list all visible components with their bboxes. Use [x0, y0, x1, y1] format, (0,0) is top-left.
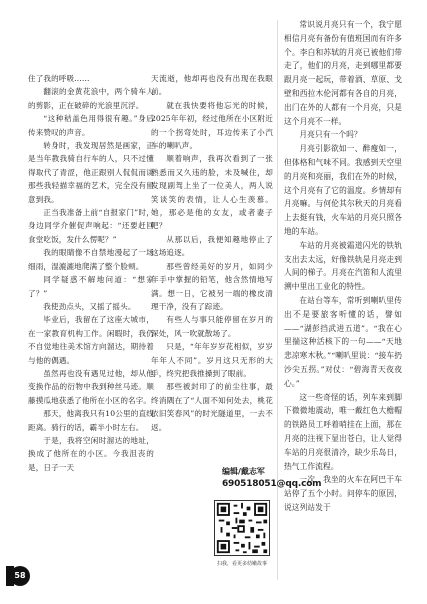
- col2-paragraph: 从那以后，我便知趣地停止了这场追逐。: [151, 234, 273, 258]
- column-divider: [277, 20, 278, 580]
- col2-paragraph: 那些曾经美好的岁月，如同少年手中掌握的铅笔，他含然情地写满。想一日，它被另一端的橡皮清理干净，没有了踪迹。: [151, 261, 273, 311]
- col2-paragraph: 天流逝，他却再也没有出现在我眼前。: [151, 74, 273, 97]
- col1-paragraph: 于是，我将空闲时溜达的地址，换成了他所在的小区。今我沮丧的是，日子一天: [28, 435, 154, 472]
- col1-paragraph: 住了我的呼吸……: [28, 74, 90, 83]
- col2-paragraph: 只是，“年年岁岁花相似，岁岁年年人不同”。岁月这只无形的大手，终究把我推搡到了眼前。: [151, 342, 273, 378]
- col1-paragraph: 我使劲点头，又摇了摇头。: [43, 301, 136, 311]
- editor-email[interactable]: 690518051@qq.com: [222, 479, 322, 489]
- col2-paragraph: 顺着响声，我再次看到了一张熟悉而又久违的脸，未及喊住，却发现副驾上坐了一位美人，两人说笑谈笑的表情，让人心生羡慕。她，那必是他的女友，或者妻子吧？: [151, 154, 273, 231]
- qr-code[interactable]: [214, 500, 270, 556]
- col2-paragraph: 有些人与事只能停留在岁月的深处，风一吹就散场了。: [151, 315, 273, 338]
- col1-paragraph: 转身时，我发现居然是画家，正是当年教我骑自行车的人，只不过懂得取代了青涩，他正跟别人侃侃而谈那些我轻描幸福的艺术，完全没有留意到我。: [28, 141, 154, 204]
- article-column-1: [28, 72, 154, 474]
- col3-paragraph: 常识说月亮只有一个，我宁愿相信月亮有备份有值班国而有许多个。李白和苏轼的月亮已被他们带走了，他们的月亮，走到哪里都要跟月亮一起玩，带着酒、草原、戈壁和西拉木伦河都有各自的月亮，出门在外的人都有一个月亮，只是这个月亮不一样。: [284, 20, 402, 126]
- col3-paragraph: 一次，我坐的火车在阿巴干车站停了五个小时。问停车的原因，说这列站发于: [284, 475, 402, 512]
- col3-paragraph: 月亮引影欲如一、醉瘦如一，但体格和气味不同。我感到天空里的月亮和亮丽，我们在外的时候，这个月亮有了它的温度。乡情却有月亮嘛。与何伦其尔秋天的月亮看上去挺有钱，火车站的月亮只照各地的车站。: [284, 144, 402, 236]
- editor-name: 编辑/戴志军: [222, 467, 265, 476]
- col1-paragraph: “这种秸盖色用得很有趣。”身后传来赞叹的声音。: [28, 114, 154, 137]
- col3-paragraph: 车站的月亮被霜道闪光的铁轨支出去太远，好像铁轨是月亮走到人间的梯子。月亮在汽笛和人流里溯中里出工业化的特性。: [284, 240, 402, 292]
- col1-paragraph: 虽然再也没有遇见过他，却从他变换作品的衍物中我到种丝马迹。顺藤摸瓜地获悉了他所在小区的名字。: [28, 368, 154, 405]
- col3-paragraph: 在站台等车，常听到喇叭里传出不是要旅客听懂的话，譬如——“湖彭挡武进五道”。“我在心里揣这种活核下的一句——“天地悲凉寒木秋。”“喇叭里说：“接车扔沙尖五拐。”对仗：“碧海青天夜夜心。”: [284, 295, 402, 388]
- col3-paragraph: 这一些奇怪的话，列车来到脚下微微地震动，唯一戴红色大檐帽的铁路员工呼着哨挂在上面，那在月亮的注视下显出苍白，让人觉得车站的月亮很清冷，缺少乐岛日，热气工作流程。: [284, 392, 402, 471]
- article-column-2: [151, 72, 273, 434]
- col2-paragraph: 就在我快要将他忘光的时候，2025年年初，经过他所在小区附近的一个拐弯处时，耳边传来了小汽车的喇叭声。: [151, 100, 273, 151]
- col1-paragraph: 那天，他离我只有10公里的直线距离。骑行的话，霸半小时左右。: [28, 409, 154, 432]
- col1-paragraph: 正当我准备上前“自报家门”时，身边同学介催促声响起：“还要赶回食堂吃饭，发什么愣呢？”: [28, 208, 154, 244]
- col2-paragraph: 那些被封印了的前尘往事，最终消隅在了“人面不知何处去，桃花依旧笑春风”的时光隧道里，一去不返。: [151, 382, 273, 432]
- editor-credit: [222, 465, 322, 491]
- article-column-3: [284, 18, 402, 515]
- qr-caption: 扫我，看更多幼嫩故事: [216, 561, 267, 567]
- col3-paragraph: 月亮只有一个吗？: [299, 130, 362, 140]
- col1-paragraph: 同学疑惑不解地问道：“想家了？”: [28, 275, 154, 298]
- col1-paragraph: 我的眼睛像不自禁地漫起了一场细雨，湿漉漉地爬满了整个脸颊。: [28, 248, 154, 271]
- col1-paragraph: 毕业后，我留在了这座大城市，在一家教育机构工作。闲暇时，我仍不自觉地往美术馆方向溜达，期待着与他的偶遇。: [28, 315, 154, 365]
- page-number: 58: [10, 566, 30, 586]
- col1-paragraph: 翻滚的金黄花浪中，两个骑车人的剪影，正在破碎的光浪里沉浮。: [28, 87, 154, 110]
